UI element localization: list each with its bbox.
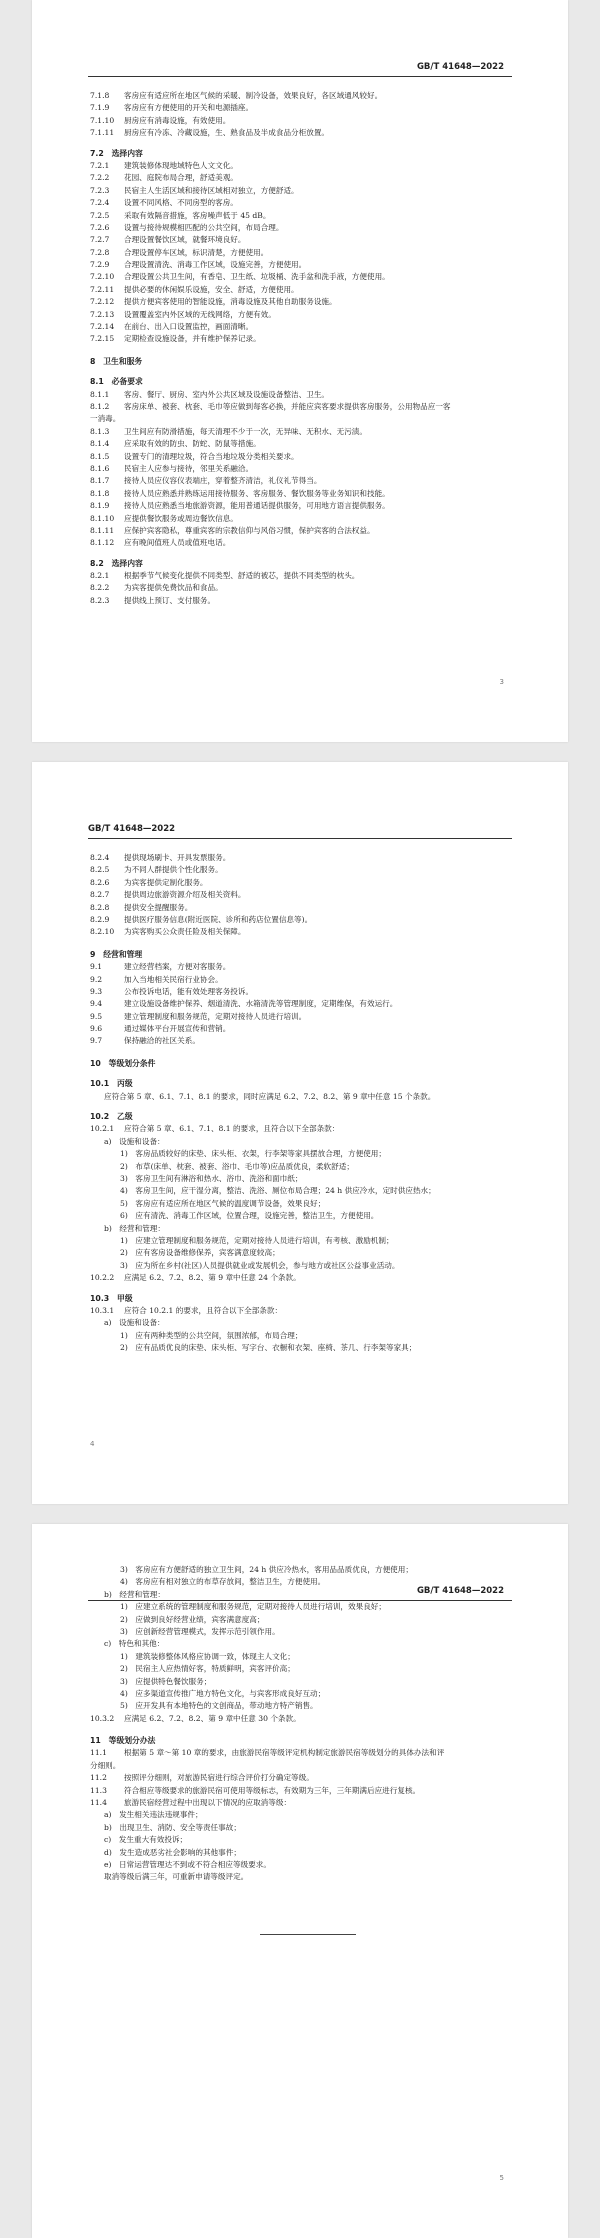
end-rule [260, 1934, 356, 1935]
clause-number: 8.1.9 [90, 501, 110, 511]
clause-line [90, 570, 512, 582]
clause-line [90, 1185, 512, 1197]
clause-line [90, 1713, 512, 1725]
clause-line [90, 1272, 512, 1284]
clause-line [90, 1342, 512, 1354]
standard-code-header: GB/T 41648—2022 [88, 824, 176, 834]
clause-text: 设置与接待规模相匹配的公共空间，布局合理。 [124, 222, 284, 232]
clause-text: b) 经营和管理： [104, 1589, 165, 1599]
clause-number: 7.2.6 [90, 222, 110, 232]
clause-text: 3) 应为所在乡村(社区)人员提供就业或发展机会，参与地方或社区公益事业活动。 [120, 1260, 400, 1270]
clause-text: 在前台、出入口设置监控，画面清晰。 [124, 322, 254, 332]
clause-text: a) 发生相关违法违规事件； [104, 1810, 203, 1820]
clause-text: 建立管理制度和服务规范，定期对接待人员进行培训。 [124, 1011, 307, 1021]
clause-line [90, 234, 512, 246]
section-heading: 11 等级划分办法 [90, 1736, 156, 1746]
clause-text: 客房、餐厅、厨房、室内外公共区域及设施设备整洁、卫生。 [124, 389, 330, 399]
clause-number: 9.4 [90, 999, 103, 1009]
clause-text: 2) 应有客房设备维修保养，宾客满意度较高； [120, 1248, 280, 1258]
clause-line [90, 401, 512, 413]
clause-line [90, 852, 512, 864]
clause-line [90, 961, 512, 973]
clause-line [90, 210, 512, 222]
clause-line [90, 914, 512, 926]
clause-line [90, 525, 512, 537]
clause-line [90, 333, 512, 345]
clause-number: 8.1.10 [90, 513, 115, 523]
clause-number: 10.2.2 [90, 1273, 115, 1283]
standard-code-header: GB/T 41648—2022 [416, 1586, 504, 1596]
section-heading: 8 卫生和服务 [90, 356, 143, 366]
clause-text: 应满足 6.2、7.2、8.2、第 9 章中任意 30 个条款。 [124, 1713, 301, 1723]
clause-text: c) 特色和其他： [104, 1639, 165, 1649]
clause-text: 提供医疗服务信息(附近医院、诊所和药店位置信息等)。 [124, 914, 313, 924]
clause-text: 接待人员应熟悉并熟练运用接待服务、客房服务、餐饮服务等业务知识和技能。 [124, 488, 390, 498]
clause-line [90, 1834, 512, 1846]
clause-text: 应符合 10.2.1 的要求，且符合以下全部条款： [124, 1305, 283, 1315]
clause-text: 应满足 6.2、7.2、8.2、第 9 章中任意 24 个条款。 [124, 1273, 301, 1283]
clause-text: 6) 应有清洗、消毒工作区域，位置合理，设施完善，整洁卫生，方便使用。 [120, 1211, 379, 1221]
section-heading: 7.2 选择内容 [90, 148, 143, 158]
clause-line [90, 1626, 512, 1638]
clause-line [90, 1123, 512, 1135]
clause-text: 客房床单、被套、枕套、毛巾等应做到每客必换，并能应宾客要求提供客房服务，公用物品应一客 [124, 401, 451, 411]
clause-text: 3) 客房卫生间有淋浴和热水、浴巾、洗浴和面巾纸； [120, 1173, 303, 1183]
clause-line [90, 1035, 512, 1047]
clause-continuation: 一消毒。 [90, 414, 121, 424]
clause-text: b) 出现卫生、消防、安全等责任事故； [104, 1822, 241, 1832]
page-number: 4 [90, 1440, 95, 1448]
document-page-5 [32, 1524, 568, 2238]
clause-text: 2) 民宿主人应热情好客，特质鲜明，宾客评价高； [120, 1664, 295, 1674]
section-heading: 8.2 选择内容 [90, 558, 143, 568]
clause-text: 厨房应有冷冻、冷藏设施，生、熟食品及半成食品分柜放置。 [124, 128, 330, 138]
clause-text: 设置不同风格、不同房型的客房。 [124, 198, 238, 208]
clause-number: 7.1.9 [90, 103, 110, 113]
clause-line [90, 1747, 512, 1759]
clause-text: 保持融洽的社区关系。 [124, 1036, 200, 1046]
clause-line [90, 582, 512, 594]
clause-line [90, 537, 512, 549]
clause-line [90, 974, 512, 986]
clause-number: 8.2.6 [90, 877, 110, 887]
clause-text: 按照评分细则，对旅游民宿进行综合评价打分确定等级。 [124, 1773, 314, 1783]
clause-number: 8.1.12 [90, 538, 115, 548]
clause-number: 8.2.1 [90, 571, 110, 581]
clause-line [90, 1688, 512, 1700]
clause-text: 3) 应提供特色餐饮服务； [120, 1676, 212, 1686]
clause-text: 1) 客房品质较好的床垫、床头柜、衣架，行李架等家具摆放合理，方便使用； [120, 1149, 386, 1159]
clause-number: 11.3 [90, 1785, 107, 1795]
clause-line [90, 185, 512, 197]
clause-line [90, 1871, 512, 1883]
clause-line [90, 284, 512, 296]
clause-line [90, 1330, 512, 1342]
clause-number: 8.2.5 [90, 865, 110, 875]
clause-text: 应提供餐饮服务或周边餐饮信息。 [124, 513, 238, 523]
clause-text: 3) 应创新经营管理模式，发挥示范引领作用。 [120, 1626, 280, 1636]
clause-text: 提供必要的休闲娱乐设施，安全、舒适，方便使用。 [124, 284, 299, 294]
clause-line [90, 1161, 512, 1173]
document-page-3 [32, 0, 568, 742]
clause-text: 应采取有效的防虫、防蛇、防鼠等措施。 [124, 439, 261, 449]
clause-text: 应符合第 5 章、6.1、7.1、8.1 的要求，同时应满足 6.2、7.2、8.2、第 9 章中任意 15 个条款。 [104, 1091, 436, 1101]
clause-number: 8.2.7 [90, 890, 110, 900]
clause-number: 7.2.3 [90, 185, 110, 195]
clause-line [90, 475, 512, 487]
clause-line [90, 271, 512, 283]
clause-number: 9.2 [90, 974, 103, 984]
clause-text: 旅游民宿经营过程中出现以下情况的应取消等级： [124, 1798, 292, 1808]
header-rule [88, 838, 512, 839]
clause-text: 为不同人群提供个性化服务。 [124, 865, 223, 875]
clause-text: 接待人员应仪容仪表端庄，穿着整齐清洁，礼仪礼节得当。 [124, 476, 322, 486]
clause-text: 花园、庭院布局合理，舒适美观。 [124, 173, 238, 183]
clause-number: 9.6 [90, 1024, 103, 1034]
clause-line [90, 1173, 512, 1185]
clause-number: 10.3.1 [90, 1305, 115, 1315]
clause-number: 7.2.13 [90, 309, 115, 319]
clause-number: 7.1.8 [90, 91, 110, 100]
clause-text: 4) 客房卫生间，应干湿分离，整洁、洗浴、厕位布局合理；24 h 供应冷水，定时供应热水； [120, 1186, 436, 1196]
clause-text: a) 设施和设备： [104, 1136, 165, 1146]
section-heading: 10.3 甲级 [90, 1293, 133, 1303]
clause-line [90, 1011, 512, 1023]
clause-number: 8.2.3 [90, 595, 110, 605]
page-number: 5 [499, 2174, 504, 2182]
clause-line [90, 1772, 512, 1784]
clause-line [90, 1809, 512, 1821]
clause-line [90, 1023, 512, 1035]
clause-number: 7.2.15 [90, 334, 115, 344]
clause-line [90, 389, 512, 401]
clause-line [90, 102, 512, 114]
clause-number: 8.1.2 [90, 401, 110, 411]
clause-number: 11.4 [90, 1798, 107, 1808]
clause-line [90, 296, 512, 308]
clause-text: 应保护宾客隐私，尊重宾客的宗教信仰与风俗习惯，保护宾客的合法权益。 [124, 525, 375, 535]
clause-line [90, 222, 512, 234]
clause-line [90, 426, 512, 438]
clause-line [90, 160, 512, 172]
header-rule [88, 76, 512, 77]
clause-number: 11.2 [90, 1773, 107, 1783]
clause-number: 9.3 [90, 986, 103, 996]
clause-text: 厨房应有消毒设施，有效使用。 [124, 115, 231, 125]
clause-number: 8.1.1 [90, 389, 110, 399]
clause-text: 合理设置停车区域，标识清楚，方便使用。 [124, 247, 269, 257]
clause-number: 8.1.5 [90, 451, 110, 461]
clause-text: 提供现场刷卡、开具发票服务。 [124, 853, 231, 862]
clause-text: 应有晚间值班人员或值班电话。 [124, 538, 231, 548]
clause-text: 为宾客提供免费饮品和食品。 [124, 583, 223, 593]
clause-line [90, 1247, 512, 1259]
clause-line [90, 500, 512, 512]
clause-text: 建立设施设备维护保养、烟道清洗、水箱清洗等管理制度，定期维保，有效运行。 [124, 999, 398, 1009]
clause-number: 8.1.11 [90, 525, 115, 535]
clause-text: 应符合第 5 章、6.1、7.1、8.1 的要求，且符合以下全部条款： [124, 1124, 340, 1134]
clause-text: 符合相应等级要求的旅游民宿可使用等级标志，有效期为三年，三年期满后应进行复核。 [124, 1785, 421, 1795]
clause-number: 7.2.7 [90, 235, 110, 245]
clause-text: 建筑装修体现地域特色人文文化。 [124, 160, 238, 170]
clause-text: 合理设置餐饮区域，就餐环境良好。 [124, 235, 246, 245]
clause-text: e) 日常运营管理达不到或不符合相应等级要求。 [104, 1859, 271, 1869]
clause-number: 7.2.10 [90, 272, 115, 282]
clause-text: 1) 应建立系统的管理制度和服务规范，定期对接待人员进行培训，效果良好； [120, 1602, 386, 1612]
clause-text: 客房应有适应所在地区气候的采暖、制冷设备，效果良好，各区域通风较好。 [124, 91, 383, 100]
clause-text: 为宾客购买公众责任险及相关保障。 [124, 927, 246, 937]
clause-text: d) 发生造成恶劣社会影响的其他事件； [104, 1847, 241, 1857]
clause-text: 1) 应有两种类型的公共空间，氛围浓郁，布局合理； [120, 1330, 303, 1340]
clause-number: 7.2.4 [90, 198, 110, 208]
clause-text: 取消等级后满三年，可重新申请等级评定。 [104, 1872, 249, 1882]
clause-text: 2) 应做到良好经营业绩，宾客满意度高； [120, 1614, 265, 1624]
clause-line [90, 1651, 512, 1663]
clause-line [90, 197, 512, 209]
clause-line [90, 1663, 512, 1675]
clause-text: 5) 应开发具有本地特色的文创商品，带动地方特产销售。 [120, 1701, 318, 1711]
clause-text: 根据第 5 章～第 10 章的要求，由旅游民宿等级评定机构制定旅游民宿等级划分的具体办法和评 [124, 1748, 445, 1758]
clause-line [90, 877, 512, 889]
clause-line [90, 1785, 512, 1797]
clause-number: 8.2.4 [90, 853, 110, 862]
clause-text: 提供安全提醒服务。 [124, 902, 193, 912]
clause-number: 7.2.9 [90, 260, 110, 270]
clause-line [90, 1564, 512, 1576]
clause-text: 2) 应有品质优良的床垫、床头柜、写字台、衣橱和衣架、座椅、茶几、行李架等家具； [120, 1343, 417, 1353]
clause-number: 8.2.8 [90, 902, 110, 912]
clause-line [90, 1305, 512, 1317]
clause-text: 设置专门的清理垃圾，符合当地垃圾分类相关要求。 [124, 451, 299, 461]
clause-text: b) 经营和管理： [104, 1223, 165, 1233]
clause-text: 1) 应建立管理制度和服务规范，定期对接待人员进行培训，有考核、激励机制； [120, 1235, 394, 1245]
clause-line [90, 1210, 512, 1222]
clause-line [90, 864, 512, 876]
clause-line [90, 1859, 512, 1871]
section-heading: 10 等级划分条件 [90, 1058, 156, 1068]
clause-line [90, 488, 512, 500]
clause-text: 为宾客提供定制化服务。 [124, 877, 208, 887]
clause-line [90, 1576, 512, 1588]
clause-number: 11.1 [90, 1748, 107, 1758]
clause-number: 7.2.12 [90, 297, 115, 307]
clause-number: 9.7 [90, 1036, 103, 1046]
clause-line [90, 1198, 512, 1210]
clause-number: 8.2.9 [90, 914, 110, 924]
clause-text: 民宿主人应参与接待，邻里关系融洽。 [124, 463, 254, 473]
clause-text: 定期检查设施设备，并有维护保养记录。 [124, 334, 261, 344]
page-body [90, 90, 512, 607]
section-heading: 10.1 丙级 [90, 1079, 133, 1089]
clause-line [90, 1223, 512, 1235]
clause-line [90, 1136, 512, 1148]
clause-line [90, 438, 512, 450]
clause-continuation: 分细则。 [90, 1760, 121, 1770]
clause-text: 4) 应多渠道宣传推广地方特色文化，与宾客形成良好互动； [120, 1688, 326, 1698]
clause-line [90, 1797, 512, 1809]
clause-line [90, 90, 512, 102]
clause-line [90, 889, 512, 901]
clause-number: 10.3.2 [90, 1713, 115, 1723]
clause-text: 合理设置清洗、消毒工作区域，设施完善，方便使用。 [124, 260, 307, 270]
clause-number: 8.1.4 [90, 439, 110, 449]
clause-line [90, 513, 512, 525]
clause-line [90, 1148, 512, 1160]
clause-line [90, 926, 512, 938]
clause-line [90, 172, 512, 184]
clause-line [90, 1260, 512, 1272]
clause-line [90, 1601, 512, 1613]
section-heading: 8.1 必备要求 [90, 377, 143, 387]
clause-line [90, 998, 512, 1010]
clause-line [90, 1822, 512, 1834]
clause-number: 7.2.11 [90, 284, 115, 294]
clause-number: 7.2.14 [90, 322, 115, 332]
clause-number: 7.2.1 [90, 160, 110, 170]
clause-text: c) 发生重大有效投诉； [104, 1835, 188, 1845]
page-body [90, 852, 512, 1354]
clause-number: 8.1.8 [90, 488, 110, 498]
clause-text: 客房应有方便使用的开关和电源插座。 [124, 103, 254, 113]
clause-number: 7.2.2 [90, 173, 110, 183]
clause-text: 2) 布草(床单、枕套、被套、浴巾、毛巾等)应品质优良，柔软舒适； [120, 1161, 354, 1171]
clause-text: 3) 客房应有方便舒适的独立卫生间，24 h 供应冷热水，客用品品质优良，方便使用； [120, 1565, 413, 1574]
clause-line [90, 1589, 512, 1601]
clause-line [90, 463, 512, 475]
clause-number: 8.1.6 [90, 463, 110, 473]
clause-line [90, 451, 512, 463]
clause-text: 合理设置公共卫生间，有香皂、卫生纸、垃圾桶、洗手盆和洗手液，方便使用。 [124, 272, 390, 282]
clause-line [90, 1614, 512, 1626]
clause-number: 10.2.1 [90, 1124, 115, 1134]
clause-text: a) 设施和设备： [104, 1318, 165, 1328]
clause-text: 设置覆盖室内外区域的无线网络，方便有效。 [124, 309, 276, 319]
clause-text: 接待人员应熟悉当地旅游资源，能用普通话提供服务，可用地方语言提供服务。 [124, 501, 390, 511]
clause-number: 8.1.7 [90, 476, 110, 486]
clause-number: 7.1.10 [90, 115, 115, 125]
clause-line [90, 595, 512, 607]
clause-number: 8.2.2 [90, 583, 110, 593]
clause-line [90, 321, 512, 333]
clause-text: 民宿主人生活区域和接待区域相对独立，方便舒适。 [124, 185, 299, 195]
document-page-4 [32, 762, 568, 1504]
clause-number: 9.1 [90, 962, 103, 972]
clause-text: 通过媒体平台开展宣传和营销。 [124, 1024, 231, 1034]
clause-line [90, 309, 512, 321]
clause-line [90, 902, 512, 914]
clause-text: 5) 客房应有适应所在地区气候的温度调节设备，效果良好； [120, 1198, 326, 1208]
clause-text: 根据季节气候变化提供不同类型、舒适的被芯，提供不同类型的枕头。 [124, 571, 360, 581]
clause-text: 加入当地相关民宿行业协会。 [124, 974, 223, 984]
clause-number: 7.1.11 [90, 128, 115, 138]
clause-text: 提供周边旅游资源介绍及相关资料。 [124, 890, 246, 900]
page-number: 3 [499, 678, 504, 686]
clause-line [90, 1676, 512, 1688]
clause-text: 提供方便宾客使用的智能设施，消毒设施及其他自助服务设施。 [124, 297, 337, 307]
clause-line [90, 1700, 512, 1712]
clause-line [90, 1317, 512, 1329]
page-body [90, 1564, 512, 1884]
clause-text: 公布投诉电话，能有效处理客务投诉。 [124, 986, 254, 996]
clause-line [90, 1638, 512, 1650]
clause-number: 7.2.5 [90, 210, 110, 220]
standard-code-header: GB/T 41648—2022 [416, 62, 504, 72]
section-heading: 10.2 乙级 [90, 1112, 133, 1122]
clause-text: 4) 客房应有相对独立的布草存放间，整洁卫生，方便使用。 [120, 1577, 326, 1587]
clause-line [90, 1847, 512, 1859]
clause-line [90, 115, 512, 127]
clause-text: 采取有效隔音措施，客房噪声低于 45 dB。 [124, 210, 271, 220]
clause-line [90, 127, 512, 139]
clause-number: 7.2.8 [90, 247, 110, 257]
clause-text: 1) 建筑装修整体风格应协调一致，体现主人文化； [120, 1651, 295, 1661]
clause-line [90, 1091, 512, 1103]
clause-line [90, 247, 512, 259]
clause-line [90, 259, 512, 271]
clause-number: 9.5 [90, 1011, 103, 1021]
clause-text: 建立经营档案，方便对客服务。 [124, 962, 231, 972]
section-heading: 9 经营和管理 [90, 949, 143, 959]
clause-text: 提供线上预订、支付服务。 [124, 595, 216, 605]
clause-line [90, 1235, 512, 1247]
clause-number: 8.2.10 [90, 927, 115, 937]
clause-line [90, 986, 512, 998]
clause-text: 卫生间应有防滑措施，每天清理不少于一次，无异味、无积水、无污渍。 [124, 426, 367, 436]
clause-number: 8.1.3 [90, 426, 110, 436]
